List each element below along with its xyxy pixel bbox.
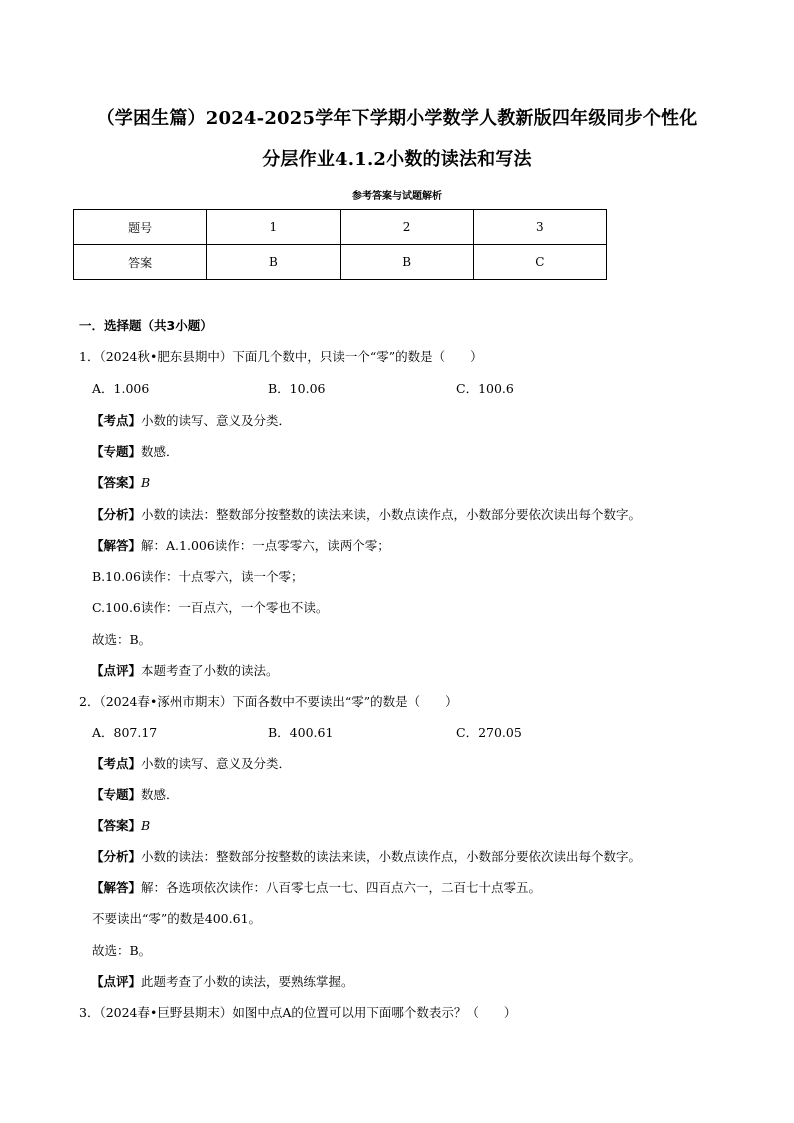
fenxi-text: 小数的读法：整数部分按整数的读法来读，小数点读作点，小数部分要依次读出每个数字。 [141,849,642,864]
question-1-option-a: A．1.006 [92,381,150,396]
question-2-option-c: C．270.05 [456,725,522,740]
answer-text: B [141,818,151,833]
question-2-stem: 2．（2024春•涿州市期末）下面各数中不要读出“零”的数是（ ） [79,694,458,709]
jieda-tag: 【解答】 [91,880,142,895]
answer-table-cell: 题号 [74,210,207,245]
question-1-fenxi [91,507,641,523]
document-title-line-2: 分层作业4.1.2小数的读法和写法 [262,149,532,170]
zhuanti-tag: 【专题】 [91,444,142,459]
document-title-line-1: （学困生篇）2024-2025学年下学期小学数学人教新版四年级同步个性化 [96,108,698,129]
question-2-answer [91,818,150,834]
answer-table-cell: 3 [473,210,606,245]
kaodian-text: 小数的读写、意义及分类． [141,413,292,428]
jieda-text: 解：A.1.006读作：一点零零六，读两个零； [141,538,390,553]
answer-table-cell: B [340,245,473,280]
question-2-jieda [91,880,541,896]
fenxi-text: 小数的读法：整数部分按整数的读法来读，小数点读作点，小数部分要依次读出每个数字。 [141,507,642,522]
question-2-guxuan: 故选：B。 [92,943,152,958]
fenxi-tag: 【分析】 [91,849,142,864]
question-1-guxuan: 故选：B。 [92,632,152,647]
answer-table-cell: 答案 [74,245,207,280]
dianping-text: 此题考查了小数的读法，要熟练掌握。 [141,974,354,989]
kaodian-tag: 【考点】 [91,756,142,771]
question-2-option-a: A．807.17 [92,725,158,740]
question-2-zhuanti [91,787,179,803]
answer-table [73,209,607,280]
kaodian-text: 小数的读写、意义及分类． [141,756,292,771]
jieda-text: 解：各选项依次读作：八百零七点一七、四百点六一，二百七十点零五。 [141,880,542,895]
jieda-tag: 【解答】 [91,538,142,553]
fenxi-tag: 【分析】 [91,507,142,522]
question-1-jieda [91,538,390,554]
dianping-tag: 【点评】 [91,974,142,989]
question-1-stem: 1．（2024秋•肥东县期中）下面几个数中，只读一个“零”的数是（ ） [79,349,483,364]
document-subtitle: 参考答案与试题解析 [352,191,442,202]
question-1-option-c: C．100.6 [456,381,514,396]
answer-tag: 【答案】 [91,475,142,490]
question-2-dianping [91,974,354,990]
answer-table-cell: 2 [340,210,473,245]
question-1-jieda-line-2: B.10.06读作：十点零六，读一个零； [92,569,304,584]
question-2-option-b: B．400.61 [268,725,334,740]
zhuanti-text: 数感． [141,787,179,802]
kaodian-tag: 【考点】 [91,413,142,428]
dianping-tag: 【点评】 [91,663,142,678]
question-1-kaodian [91,413,291,429]
section-heading: 一．选择题（共3小题） [79,318,213,333]
question-2-jieda-line-2: 不要读出“零”的数是400.61。 [92,911,262,926]
question-2-kaodian [91,756,291,772]
answer-table-header-row [74,210,607,245]
question-2-fenxi [91,849,641,865]
answer-table-cell: 1 [207,210,340,245]
question-1-zhuanti [91,444,179,460]
zhuanti-text: 数感． [141,444,179,459]
question-1-answer [91,475,150,491]
question-1-dianping [91,663,279,679]
answer-tag: 【答案】 [91,818,142,833]
question-1-jieda-line-3: C.100.6读作：一百点六，一个零也不读。 [92,600,329,615]
answer-table-cell: C [473,245,606,280]
answer-table-answer-row [74,245,607,280]
answer-text: B [141,475,151,490]
dianping-text: 本题考查了小数的读法。 [141,663,279,678]
question-1-option-b: B．10.06 [268,381,326,396]
answer-table-cell: B [207,245,340,280]
zhuanti-tag: 【专题】 [91,787,142,802]
question-3-stem: 3．（2024春•巨野县期末）如图中点A的位置可以用下面哪个数表示？（ ） [79,1005,517,1020]
